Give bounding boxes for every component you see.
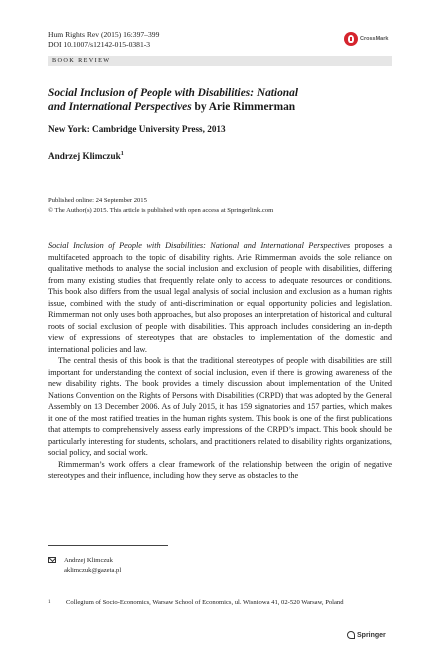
envelope-icon [48, 557, 56, 563]
copyright-icon: © [48, 206, 54, 214]
article-author [48, 151, 124, 161]
book-title-line2: and International Perspectives [48, 101, 192, 113]
crossmark-badge[interactable] [344, 32, 388, 46]
correspondence [48, 556, 121, 575]
journal-header [48, 30, 159, 50]
corresponding-author: Andrzej Klimczuk [64, 557, 113, 564]
article-body [48, 240, 392, 482]
affiliation [48, 598, 392, 608]
author-name: Andrzej Klimczuk [48, 151, 121, 162]
crossmark-icon [344, 32, 358, 46]
paragraph-1-text: proposes a multifaceted approach to the topic of disability rights. Arie Rimmerman avoids the sole reliance on qualitative methods to analyse the social inclusion and exclusion of people with disabilities, differing from many existing studies that frequently relate only to access to adequate resources or conditions. This book also differs from the usual legal analysis of social inclusion and exclusion as a human rights issue, combined with the study of anti-discrimination or equal opportunity policies and legislation. Rimmerman not only uses both approaches, but also proposes an interpretation of historical and cultural roots of social exclusion of people with disabilities. This approach includes considering an in-depth view of expressions of stereotypes that are obstacles to implementation of the domestic and international policies and law. [48, 241, 392, 354]
publication-meta [48, 196, 273, 215]
license-text: The Author(s) 2015. This article is published with open access at Springerlink.com [54, 206, 274, 214]
book-author: by Arie Rimmerman [194, 101, 296, 113]
paragraph-2: The central thesis of this book is that the traditional stereotypes of people with disabilities are still important for understanding the context of social inclusion, even if there is growing awareness of the new disability rights. The book provides a timely discussion about implementation of the United Nations Convention on the Rights of Persons with Disabilities (CRPD) that was adopted by the General Assembly on 13 December 2006. As of July 2015, it has 159 signatories and 157 parties, which makes it one of the most ratified treaties in the human rights system. This book is one of the first publications that attempts to comprehensively assess early impressions of the CRPD’s impact. This book should be particularly interesting for students, scholars, and practitioners related to disability rights organizations, social policy, and social work. [48, 356, 392, 457]
paragraph-1 [48, 240, 392, 355]
doi[interactable]: DOI 10.1007/s12142-015-0381-3 [48, 40, 151, 49]
publication-info: New York: Cambridge University Press, 2013 [48, 124, 226, 134]
published-date: Published online: 24 September 2015 [48, 197, 147, 204]
affiliation-number: 1 [48, 600, 51, 605]
journal-citation: Hum Rights Rev (2015) 16:397–399 [48, 30, 160, 39]
paragraph-3: Rimmerman’s work offers a clear framework of the relationship between the origin of negative stereotypes and their influence, including how they serve as obstacles to the [48, 459, 392, 480]
author-affil-mark: 1 [120, 151, 124, 157]
crossmark-label: CrossMark [360, 36, 389, 42]
book-title-italic: Social Inclusion of People with Disabilities: National and International Perspectives [48, 241, 351, 250]
affiliation-text: Collegium of Socio-Economics, Warsaw School of Economics, ul. Wisniowa 41, 02-520 Warsaw, Poland [66, 599, 344, 606]
section-heading: BOOK REVIEW [48, 56, 392, 66]
springer-logo [347, 631, 386, 639]
copyright-line [48, 206, 273, 216]
springer-label: Springer [357, 631, 386, 639]
springer-horse-icon [347, 631, 355, 639]
article-title [48, 86, 388, 114]
author-email[interactable]: aklimczuk@gazeta.pl [64, 566, 122, 574]
book-title-line1: Social Inclusion of People with Disabilities: National [48, 87, 298, 99]
footnote-divider [48, 545, 168, 546]
